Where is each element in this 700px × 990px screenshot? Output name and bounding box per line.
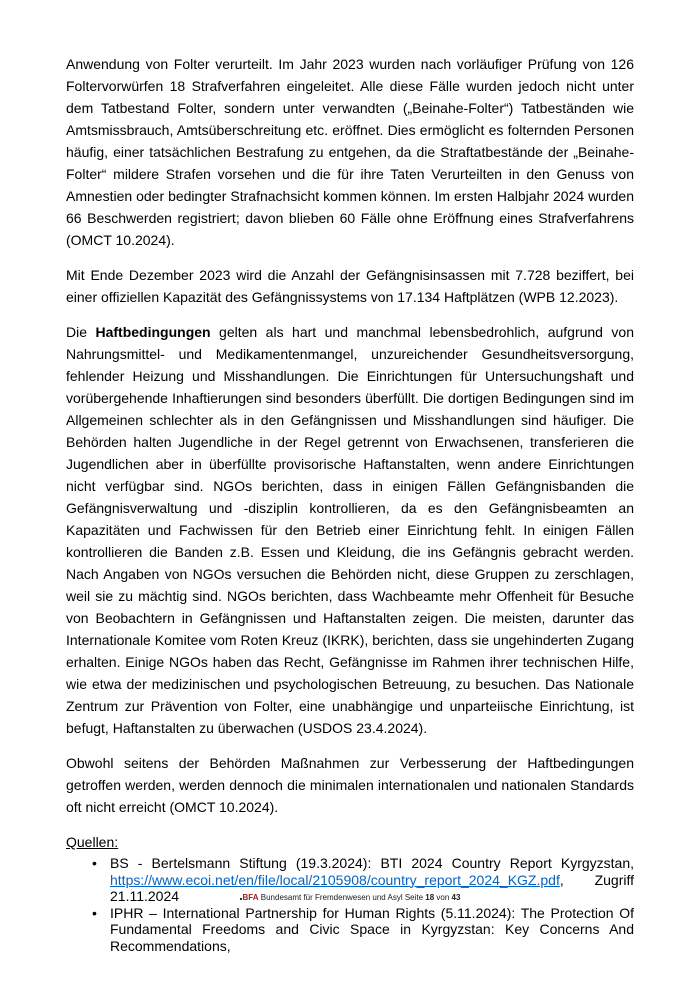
text-run: Bundesamt für Fremdenwesen und Asyl Seite [258, 893, 426, 902]
text-run: gelten als hart und manchmal lebensbedrohlich, aufgrund von Nahrungsmittel- und Medikamentenmangel, unzureichender Gesundheitsversorgung, fehlender Heizung und Misshandlungen. Die Einrichtungen für Untersuchungshaft und vorübergehende Inhaftierungen sind besonders überfüllt. Die dortigen Bedingungen sind im Allgemeinen schlechter als in den Gefängnissen und Misshandlungen sind häufiger. Die Behörden halten Jugendliche in der Regel getrennt von Erwachsenen, transferieren die Jugendlichen aber in überfüllte provisorische Haftanstalten, wenn andere Einrichtungen nicht verfügbar sind. NGOs berichten, dass in einigen Fällen Gefängnisbanden die Gefängnisverwaltung und -disziplin kontrollieren, da es den Gefängnisbeamten an Kapazitäten und Fachwissen für den Betrieb einer Einrichtung fehlt. In einigen Fällen kontrollieren die Banden z.B. Essen und Kleidung, die ins Gefängnis gebracht werden. Nach Angaben von NGOs versuchen die Behörden nicht, diese Gruppen zu zerschlagen, weil sie zu mächtig sind. NGOs berichten, dass Wachbeamte mehr Offenheit für Besuche von Beobachtern in Gefängnissen und Haftanstalten zeigen. Die meisten, darunter das Internationale Komitee vom Roten Kreuz (IKRK), berichten, dass sie ungehinderten Zugang erhalten. Einige NGOs haben das Recht, Gefängnisse im Rahmen ihrer technischen Hilfe, wie etwa der medizinischen und psychologischen Betreuung, zu besuchen. Das Nationale Zentrum zur Prävention von Folter, eine unabhängige und unparteiische Einrichtung, ist befugt, Haftanstalten zu überwachen (USDOS 23.4.2024). [66, 324, 634, 736]
source-item-iphr [66, 905, 634, 955]
sources-list [66, 855, 634, 954]
text-run: IPHR – International Partnership for Human Rights (5.11.2024): The Protection Of Fundamental Freedoms and Civic Space in Kyrgyzstan: Key Concerns And Recommendations, [110, 904, 634, 954]
text-run: 43 [451, 893, 461, 902]
text-run: Obwohl seitens der Behörden Maßnahmen zur Verbesserung der Haftbedingungen getroffen werden, werden dennoch die minimalen internationalen und nationalen Standards oft nicht erreicht (OMCT 10.2024). [66, 755, 634, 815]
text-run: BS - Bertelsmann Stiftung (19.3.2024): BTI 2024 Country Report Kyrgyzstan, [110, 855, 634, 871]
text-run: Mit Ende Dezember 2023 wird die Anzahl der Gefängnisinsassen mit 7.728 beziffert, bei einer offiziellen Kapazität des Gefängnissystems von 17.134 Haftplätzen (WPB 12.2023). [66, 267, 634, 305]
text-run: Die [66, 324, 96, 340]
paragraph-detention-conditions [66, 321, 634, 739]
bullet-icon: • [92, 904, 97, 921]
text-run: , Zugriff 21.11.2024 [110, 871, 634, 904]
paragraph-standards [66, 752, 634, 818]
sources-heading-label: Quellen: [66, 834, 119, 850]
source-hyperlink[interactable]: https://www.ecoi.net/en/file/local/2105908/country_report_2024_KGZ.pdf [110, 871, 560, 888]
text-run: von [434, 893, 452, 902]
text-run: Haftbedingungen [95, 324, 211, 340]
text-run: Anwendung von Folter verurteilt. Im Jahr 2023 wurden nach vorläufiger Prüfung von 126 Foltervorwürfen 18 Strafverfahren eingeleitet. Alle diese Fälle wurden jedoch nicht unter dem Tatbestand Folter, sondern unter verwandten („Beinahe-Folter“) Tatbeständen wie Amtsmissbrauch, Amtsüberschreitung etc. eröffnet. Dies ermöglicht es folternden Personen häufig, einer tatsächlichen Bestrafung zu entgehen, da die Straftatbestände der „Beinahe-Folter“ mildere Strafen vorsehen und die für ihre Taten Verurteilten in den Genuss von Amnestien oder bedingter Strafnachsicht kommen können. Im ersten Halbjahr 2024 wurden 66 Beschwerden registriert; davon blieben 60 Fälle ohne Eröffnung eines Strafverfahrens (OMCT 10.2024). [66, 56, 634, 248]
sources-heading [66, 831, 634, 853]
paragraph-torture-prosecutions [66, 53, 634, 251]
text-run: BFA [242, 893, 259, 902]
text-run: 18 [425, 893, 435, 902]
paragraph-prison-population [66, 264, 634, 308]
page-footer-text [243, 893, 461, 902]
bfa-logo-icon [240, 898, 242, 900]
page-footer [0, 893, 700, 903]
bullet-icon: • [92, 855, 97, 871]
source-item-text [110, 905, 634, 954]
document-body [66, 53, 634, 954]
